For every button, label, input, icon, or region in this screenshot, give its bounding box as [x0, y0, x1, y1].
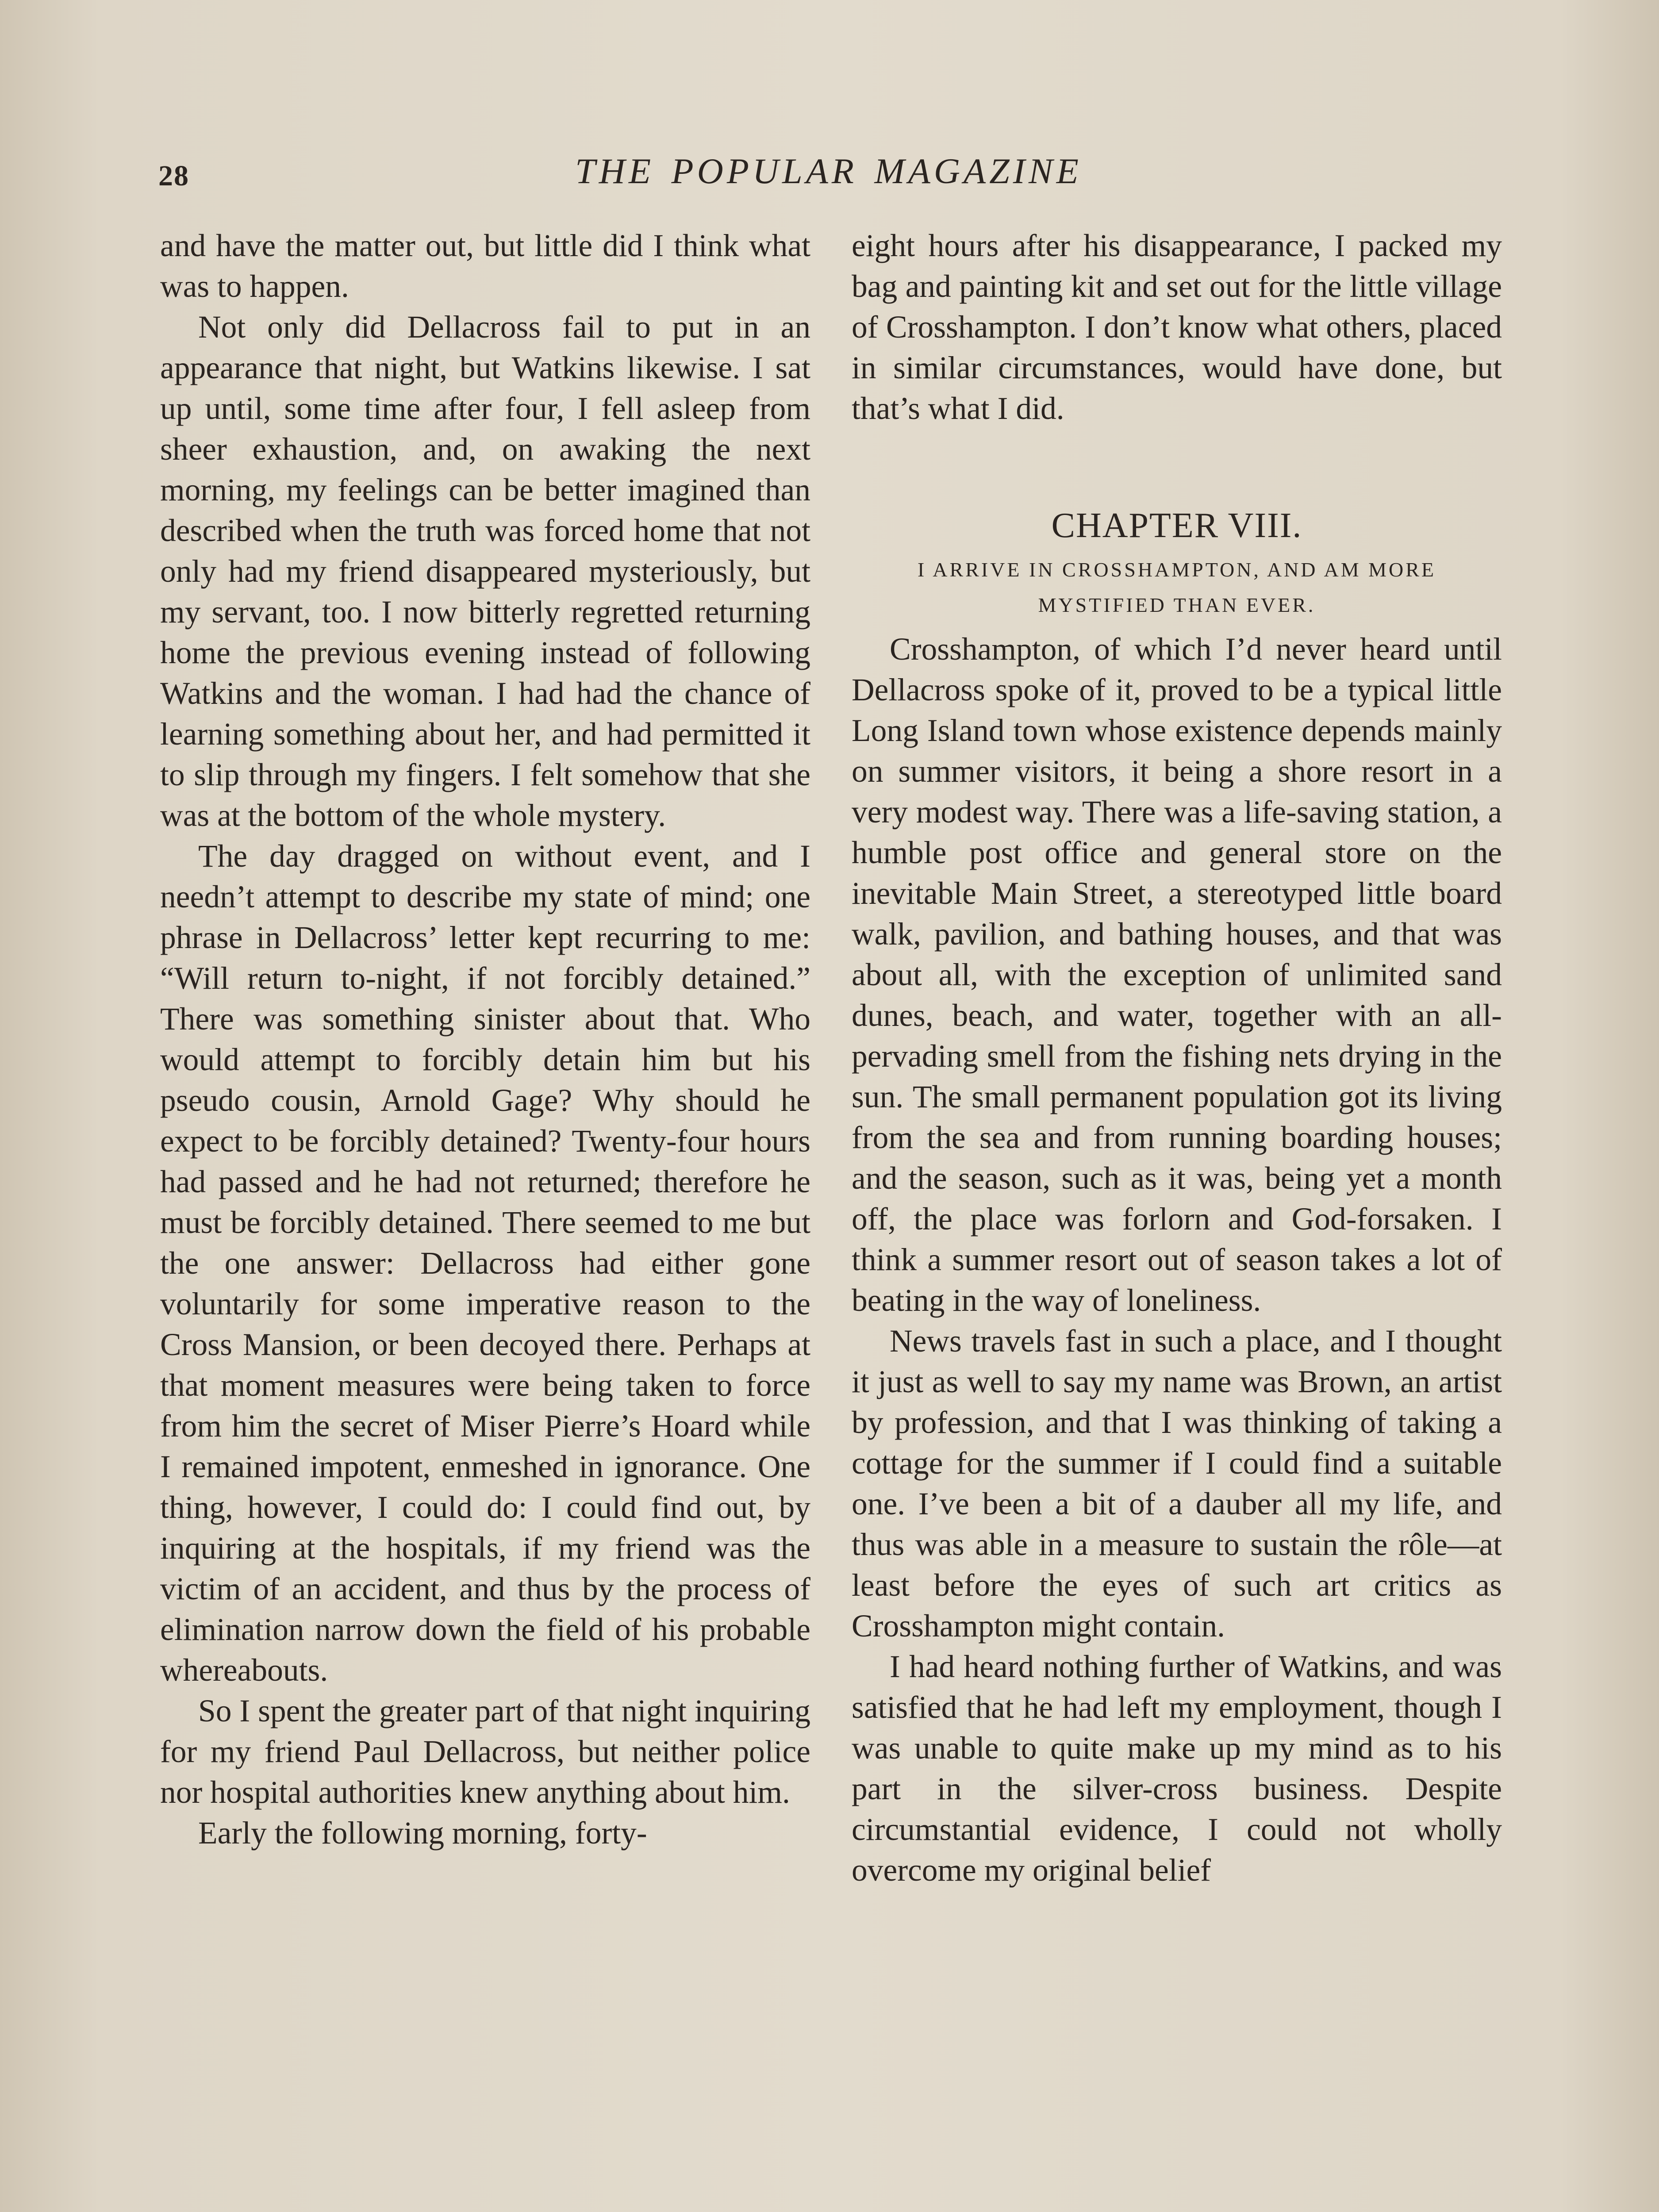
- body-paragraph: The day dragged on without event, and I needn’t attempt to describe my state of mind; one phrase in Dellacross’ letter kept recurring to me: “Will return to-night, if not forcibly detained.” There was something sinister about that. Who would attempt to forcibly detain him but his pseudo cousin, Arnold Gage? Why should he expect to be forcibly detained? Twenty-four hours had passed and he had not returned; therefore he must be forcibly detained. There seemed to me but the one answer: Dellacross had either gone voluntarily for some imperative reason to the Cross Mansion, or been decoyed there. Perhaps at that moment measures were being taken to force from him the secret of Miser Pierre’s Hoard while I remained impotent, enmeshed in ignorance. One thing, however, I could do: I could find out, by inquiring at the hospitals, if my friend was the victim of an accident, and thus by the process of elimination narrow down the field of his probable whereabouts.: [160, 839, 810, 1688]
- body-paragraph: I had heard nothing further of Watkins, and was satisfied that he had left my employment, though I was unable to quite make up my mind as to his part in the silver-cross business. Despite circumstantial evidence, I could not wholly overcome my original belief: [852, 1649, 1502, 1888]
- body-paragraph: Early the following morning, forty-: [198, 1816, 647, 1851]
- body-paragraph: Crosshampton, of which I’d never heard until Dellacross spoke of it, proved to be a typical little Long Island town whose existence depends mainly on summer visitors, it being a shore resort in a very modest way. There was a life-saving station, a humble post office and general store on the inevitable Main Street, a stereotyped little board walk, pavilion, and bathing houses, and that was about all, with the exception of unlimited sand dunes, beach, and water, together with an all-pervading smell from the fishing nets drying in the sun. The small permanent population got its living from the sea and from running boarding houses; and the season, such as it was, being yet a month off, the place was forlorn and God-forsaken. I think a summer resort out of season takes a lot of beating in the way of loneliness.: [852, 632, 1502, 1318]
- chapter-subtitle: I ARRIVE IN CROSSHAMPTON, AND AM MORE MYSTIFIED THAN EVER.: [917, 558, 1436, 616]
- chapter-title: CHAPTER VIII.: [1051, 506, 1302, 545]
- body-paragraph: So I spent the greater part of that night inquiring for my friend Paul Dellacross, but neither police nor hospital authorities knew anything about him.: [160, 1694, 810, 1810]
- right-text-column: [852, 226, 1502, 1891]
- body-paragraph: News travels fast in such a place, and I thought it just as well to say my name was Brown, an artist by profession, and that I was thinking of taking a cottage for the summer if I could find a suitable one. I’ve been a bit of a dauber all my life, and thus was able in a measure to sustain the rôle—at least before the eyes of such art critics as Crosshampton might contain.: [852, 1324, 1502, 1644]
- page-number: 28: [158, 160, 189, 192]
- page-header: [158, 150, 1499, 199]
- left-text-column: [160, 226, 810, 1854]
- running-head: THE POPULAR MAGAZINE: [575, 151, 1082, 191]
- body-paragraph: Not only did Dellacross fail to put in an appearance that night, but Watkins likewise. I sat up until, some time after four, I fell asleep from sheer exhaustion, and, on awaking the next morning, my feelings can be better imagined than described when the truth was forced home that not only had my friend disappeared mysteriously, but my servant, too. I now bitterly regretted returning home the previous evening instead of following Watkins and the woman. I had had the chance of learning something about her, and had permitted it to slip through my fingers. I felt somehow that she was at the bottom of the whole mystery.: [160, 310, 810, 833]
- body-paragraph: and have the matter out, but little did I think what was to happen.: [160, 228, 810, 304]
- body-paragraph: eight hours after his disappearance, I packed my bag and painting kit and set out for the little village of Crosshampton. I don’t know what others, placed in similar circumstances, would have done, but that’s what I did.: [852, 228, 1502, 426]
